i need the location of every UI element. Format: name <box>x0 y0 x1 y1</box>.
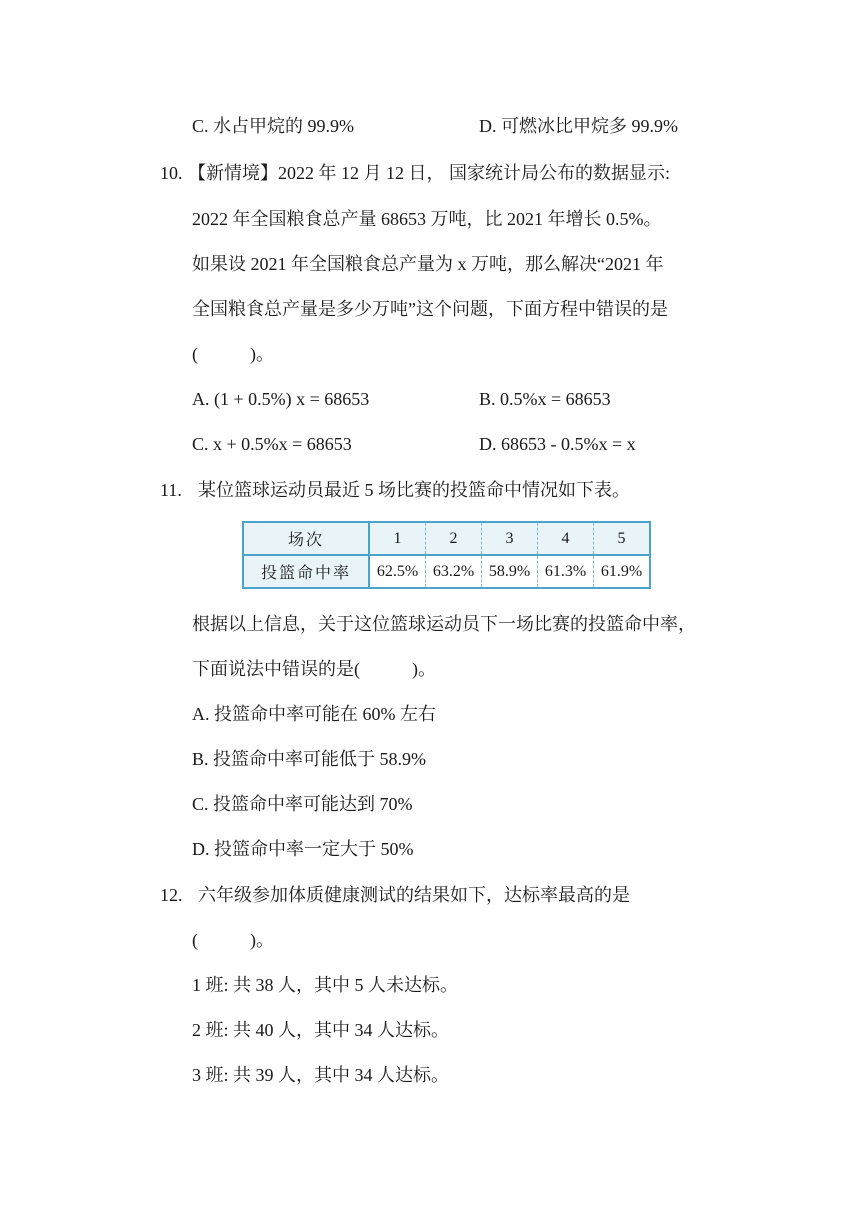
q12-answer-blank <box>192 928 274 952</box>
q10-answer-blank <box>192 342 274 366</box>
q11-option-a: A. 投篮命中率可能在 60% 左右 <box>192 704 436 724</box>
table-rate-cell: 61.9% <box>594 555 651 588</box>
table-game-cell: 5 <box>594 522 651 555</box>
q10-option-d: D. 68653 - 0.5%x = x <box>479 434 636 454</box>
q11-line-2 <box>192 657 436 681</box>
paren-close: )。 <box>250 344 274 364</box>
q11-option-c: C. 投篮命中率可能达到 70% <box>192 794 413 814</box>
q12-class-1: 1 班: 共 38 人，其中 5 人未达标。 <box>192 975 458 995</box>
q11-number: 11. <box>160 480 182 500</box>
q12-class-2: 2 班: 共 40 人，其中 34 人达标。 <box>192 1020 449 1040</box>
q12-stem: 六年级参加体质健康测试的结果如下，达标率最高的是 <box>198 885 630 905</box>
q10-line-2: 2022 年全国粮食总产量 68653 万吨，比 2021 年增长 0.5%。 <box>192 209 662 229</box>
q11-line-2-prefix: 下面说法中错误的是( <box>192 659 360 679</box>
table-game-cell: 1 <box>369 522 426 555</box>
table-rate-cell: 58.9% <box>482 555 538 588</box>
table-header-label: 场次 <box>243 522 369 555</box>
q10-option-b: B. 0.5%x = 68653 <box>479 389 611 409</box>
paren-open: ( <box>192 930 198 950</box>
q10-line-1: 【新情境】2022 年 12 月 12 日， 国家统计局公布的数据显示: <box>188 163 670 183</box>
table-row-games <box>243 522 650 555</box>
paren-open: ( <box>192 344 198 364</box>
q10-number: 10. <box>160 163 183 183</box>
table-game-cell: 2 <box>426 522 482 555</box>
q11-line-1: 根据以上信息，关于这位篮球运动员下一场比赛的投篮命中率， <box>192 614 696 634</box>
q11-stem: 某位篮球运动员最近 5 场比赛的投篮命中情况如下表。 <box>198 480 630 500</box>
table-rate-cell: 61.3% <box>538 555 594 588</box>
paren-close: )。 <box>250 930 274 950</box>
shooting-rate-table <box>242 521 651 589</box>
q9-option-d: D. 可燃冰比甲烷多 99.9% <box>479 116 678 136</box>
q12-number: 12. <box>160 885 183 905</box>
table-row-rates <box>243 555 650 588</box>
table-game-cell: 4 <box>538 522 594 555</box>
q10-option-a: A. (1 + 0.5%) x = 68653 <box>192 389 370 409</box>
q10-line-3: 如果设 2021 年全国粮食总产量为 x 万吨，那么解决“2021 年 <box>192 254 664 274</box>
q11-option-b: B. 投篮命中率可能低于 58.9% <box>192 749 426 769</box>
paren-close: )。 <box>412 659 436 679</box>
table-row-label: 投篮命中率 <box>243 555 369 588</box>
table-rate-cell: 62.5% <box>369 555 426 588</box>
table-rate-cell: 63.2% <box>426 555 482 588</box>
q12-class-3: 3 班: 共 39 人，其中 34 人达标。 <box>192 1065 449 1085</box>
q10-line-4: 全国粮食总产量是多少万吨”这个问题，下面方程中错误的是 <box>192 299 668 319</box>
table-game-cell: 3 <box>482 522 538 555</box>
q10-option-c: C. x + 0.5%x = 68653 <box>192 434 352 454</box>
q9-option-c: C. 水占甲烷的 99.9% <box>192 116 354 136</box>
q11-option-d: D. 投篮命中率一定大于 50% <box>192 839 414 859</box>
